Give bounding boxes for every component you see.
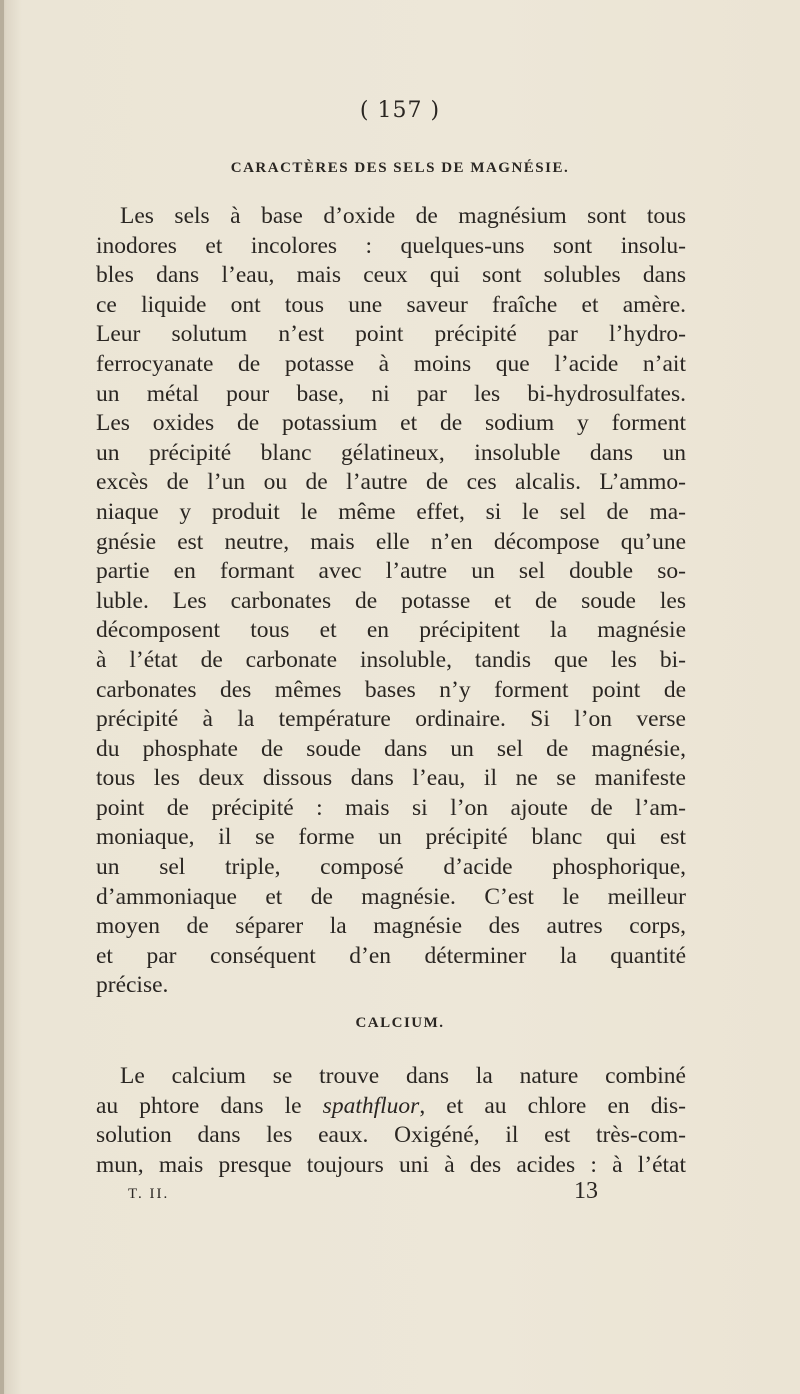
text-line: moniaque, il se forme un précipité blanc qui est: [96, 824, 686, 851]
paragraph-calcium: [96, 1062, 686, 1180]
text-line: niaque y produit le même effet, si le sel de ma-: [96, 498, 686, 525]
text-segment: , et au chlore en dis-: [419, 1092, 686, 1119]
text-line: ce liquide ont tous une saveur fraîche et amère.: [96, 291, 686, 318]
text-line: inodores et incolores : quelques-uns sont insolu-: [96, 232, 686, 259]
text-line: bles dans l’eau, mais ceux qui sont solubles dans: [96, 262, 686, 289]
text-line: [96, 1121, 686, 1151]
text-line: précise.: [96, 972, 169, 999]
page-gutter-edge: [0, 0, 4, 1394]
text-line: un sel triple, composé d’acide phosphorique,: [96, 854, 686, 881]
section-heading-calcium: CALCIUM.: [355, 1015, 445, 1031]
text-line: [96, 1092, 686, 1122]
text-segment: mun, mais presque toujours uni à des acides : à l’état: [96, 1151, 686, 1178]
text-line: décomposent tous et en précipitent la magnésie: [96, 617, 686, 644]
text-line: [96, 1151, 686, 1181]
text-line: du phosphate de soude dans un sel de magnésie,: [96, 735, 686, 762]
text-line: Les oxides de potassium et de sodium y forment: [96, 410, 686, 437]
italic-term: spathfluor: [322, 1092, 420, 1119]
text-line: excès de l’un ou de l’autre de ces alcalis. L’ammo-: [96, 469, 686, 496]
footer-signature-mark: T. II.: [128, 1186, 170, 1202]
section-heading-magnesie: CARACTÈRES DES SELS DE MAGNÉSIE.: [230, 160, 570, 176]
text-line: carbonates des mêmes bases n’y forment point de: [96, 676, 686, 703]
text-line: ferrocyanate de potasse à moins que l’acide n’ait: [96, 350, 686, 377]
footer-gathering-number: 13: [574, 1178, 598, 1204]
text-line: Leur solutum n’est point précipité par l’hydro-: [96, 321, 686, 348]
text-line: moyen de séparer la magnésie des autres corps,: [96, 913, 686, 940]
text-line: [96, 1062, 686, 1092]
text-line: d’ammoniaque et de magnésie. C’est le meilleur: [96, 883, 686, 910]
text-segment: au phtore dans le: [96, 1092, 323, 1119]
paragraph-magnesie: [96, 202, 686, 1001]
text-line: luble. Les carbonates de potasse et de soude les: [96, 587, 686, 614]
text-line: point de précipité : mais si l’on ajoute de l’am-: [96, 794, 686, 821]
text-line: tous les deux dissous dans l’eau, il ne se manifeste: [96, 765, 686, 792]
text-line: et par conséquent d’en déterminer la quantité: [96, 942, 686, 969]
text-line: partie en formant avec l’autre un sel double so-: [96, 558, 686, 585]
text-line: à l’état de carbonate insoluble, tandis que les bi-: [96, 646, 686, 673]
text-segment: solution dans les eaux. Oxigéné, il est très-com-: [96, 1122, 686, 1149]
text-line: gnésie est neutre, mais elle n’en décompose qu’une: [96, 528, 686, 555]
text-line: précipité à la température ordinaire. Si l’on verse: [96, 706, 686, 733]
text-line: Les sels à base d’oxide de magnésium sont tous: [120, 203, 686, 229]
text-line: un métal pour base, ni par les bi-hydrosulfates.: [96, 380, 686, 407]
text-segment: Le calcium se trouve dans la nature combiné: [120, 1063, 686, 1089]
page-number: ( 157 ): [359, 98, 441, 123]
text-line: un précipité blanc gélatineux, insoluble dans un: [96, 439, 686, 466]
